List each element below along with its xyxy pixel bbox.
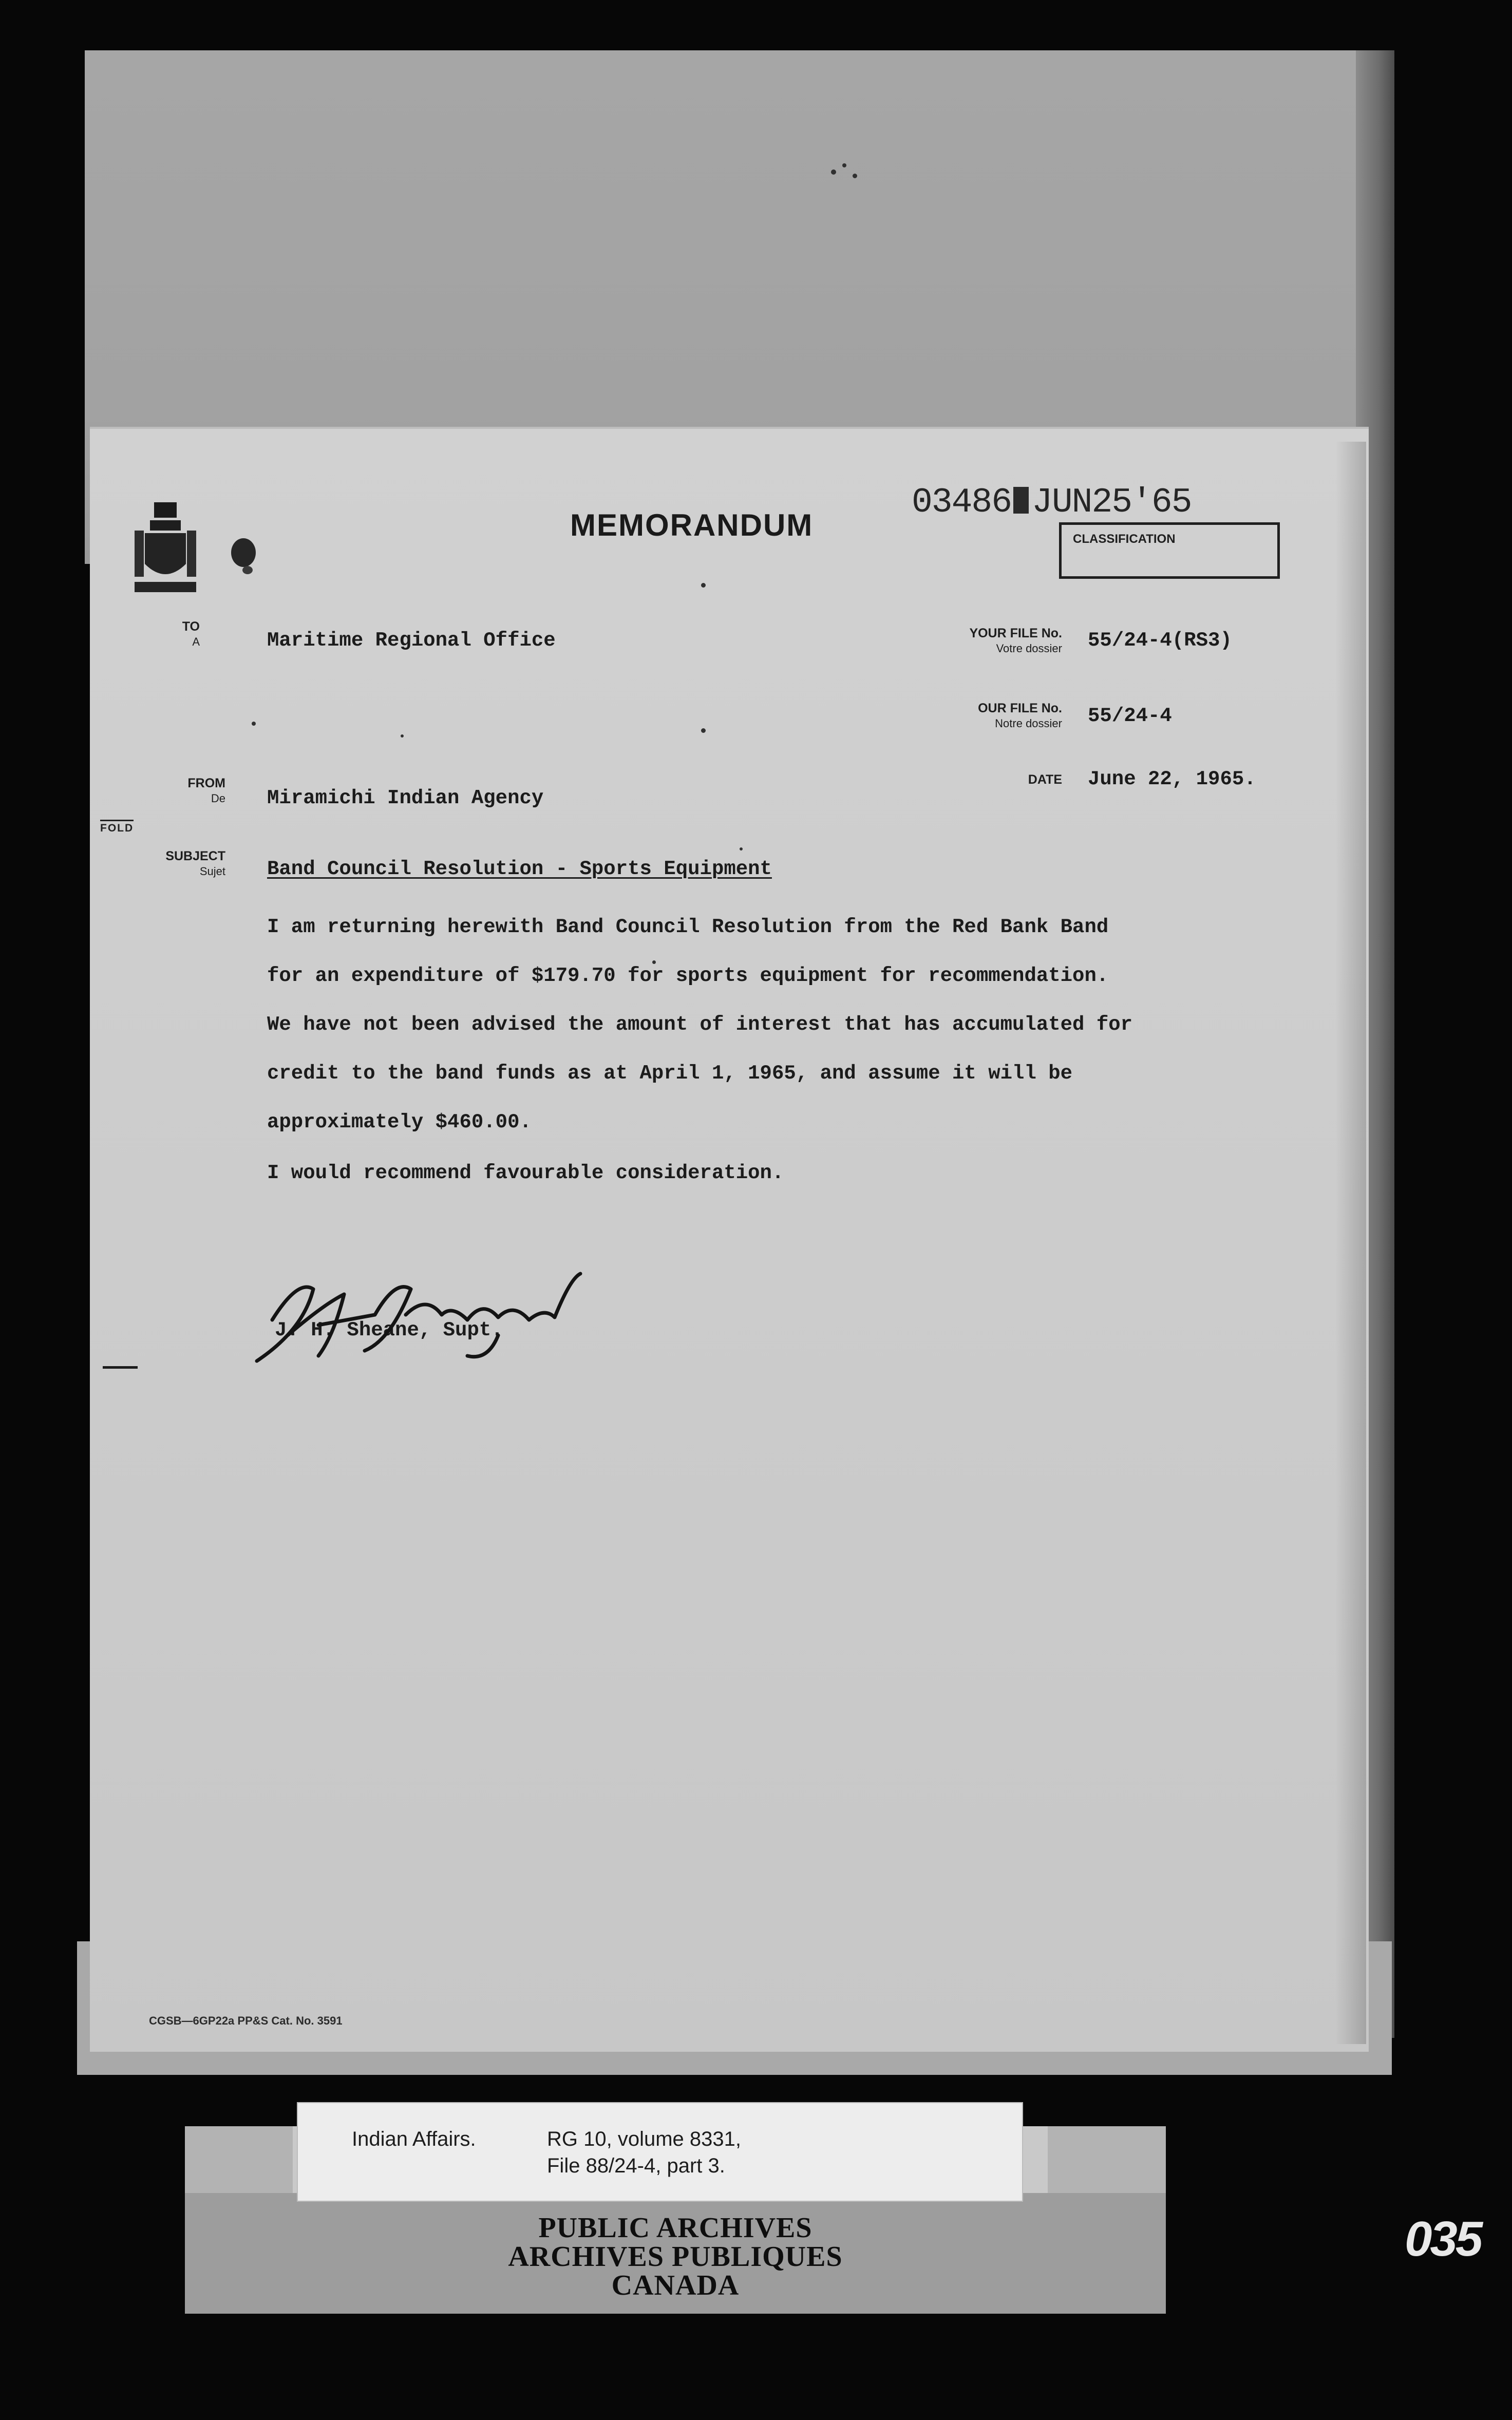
received-stamp <box>912 483 1192 522</box>
archives-line-1: PUBLIC ARCHIVES <box>538 2212 812 2244</box>
your-file-label <box>969 626 1062 656</box>
to-label-fr: A <box>192 635 200 648</box>
ink-smudge <box>226 534 267 580</box>
stamp-number: 03486 <box>912 483 1012 522</box>
to-label-en: TO <box>182 619 200 634</box>
stamp-separator <box>1013 487 1029 514</box>
our-file-value: 55/24-4 <box>1088 705 1172 727</box>
subject-label-en: SUBJECT <box>165 849 225 863</box>
label-volume: RG 10, volume 8331, <box>547 2128 741 2150</box>
classification-label: CLASSIFICATION <box>1073 532 1176 546</box>
label-department: Indian Affairs. <box>352 2128 476 2150</box>
body-line-5: approximately $460.00. <box>267 1111 532 1133</box>
from-label-en: FROM <box>187 776 225 790</box>
archive-folder-notch-right <box>1048 2126 1166 2193</box>
label-file: File 88/24-4, part 3. <box>547 2154 725 2177</box>
our-file-label <box>978 701 1062 731</box>
our-file-label-fr: Notre dossier <box>995 717 1062 730</box>
form-code: CGSB—6GP22a PP&S Cat. No. 3591 <box>149 2014 343 2027</box>
memo-paper <box>90 429 1369 2052</box>
archive-label-card <box>298 2103 1022 2201</box>
coat-of-arms-icon <box>135 502 196 605</box>
date-value: June 22, 1965. <box>1088 768 1256 790</box>
body-line-4: credit to the band funds as at April 1, 1965, and assume it will be <box>267 1062 1073 1085</box>
date-label: DATE <box>1028 772 1062 787</box>
subject-label-fr: Sujet <box>199 865 225 878</box>
your-file-label-fr: Votre dossier <box>996 642 1062 655</box>
your-file-label-en: YOUR FILE No. <box>969 626 1062 640</box>
from-value: Miramichi Indian Agency <box>267 787 544 809</box>
to-value: Maritime Regional Office <box>267 629 556 652</box>
to-label <box>182 619 200 650</box>
archives-line-2: ARCHIVES PUBLIQUES <box>508 2241 843 2273</box>
frame-number: 035 <box>1405 2211 1481 2266</box>
archives-stamp <box>185 2214 1166 2300</box>
subject-value: Band Council Resolution - Sports Equipment <box>267 858 772 880</box>
our-file-label-en: OUR FILE No. <box>978 701 1062 715</box>
fold-mark: FOLD <box>100 820 134 835</box>
body-line-3: We have not been advised the amount of interest that has accumulated for <box>267 1013 1133 1036</box>
from-label-fr: De <box>211 792 225 805</box>
stamp-date: JUN25'65 <box>1032 483 1192 522</box>
body-line-2: for an expenditure of $179.70 for sports equipment for recommendation. <box>267 965 1109 987</box>
body-line-1: I am returning herewith Band Council Resolution from the Red Bank Band <box>267 916 1109 938</box>
margin-mark <box>103 1366 138 1369</box>
archives-line-3: CANADA <box>611 2270 740 2301</box>
from-label <box>187 776 225 806</box>
memo-shadow <box>1335 442 1366 2044</box>
signature-typed: J. H. Sheane, Supt. <box>275 1319 503 1341</box>
your-file-value: 55/24-4(RS3) <box>1088 629 1232 652</box>
handwritten-signature <box>241 1258 601 1366</box>
classification-box <box>1059 522 1280 579</box>
archive-folder-notch-left <box>185 2126 293 2193</box>
subject-label <box>165 848 225 879</box>
body-line-6: I would recommend favourable consideration. <box>267 1162 784 1184</box>
memo-title: MEMORANDUM <box>570 508 814 542</box>
